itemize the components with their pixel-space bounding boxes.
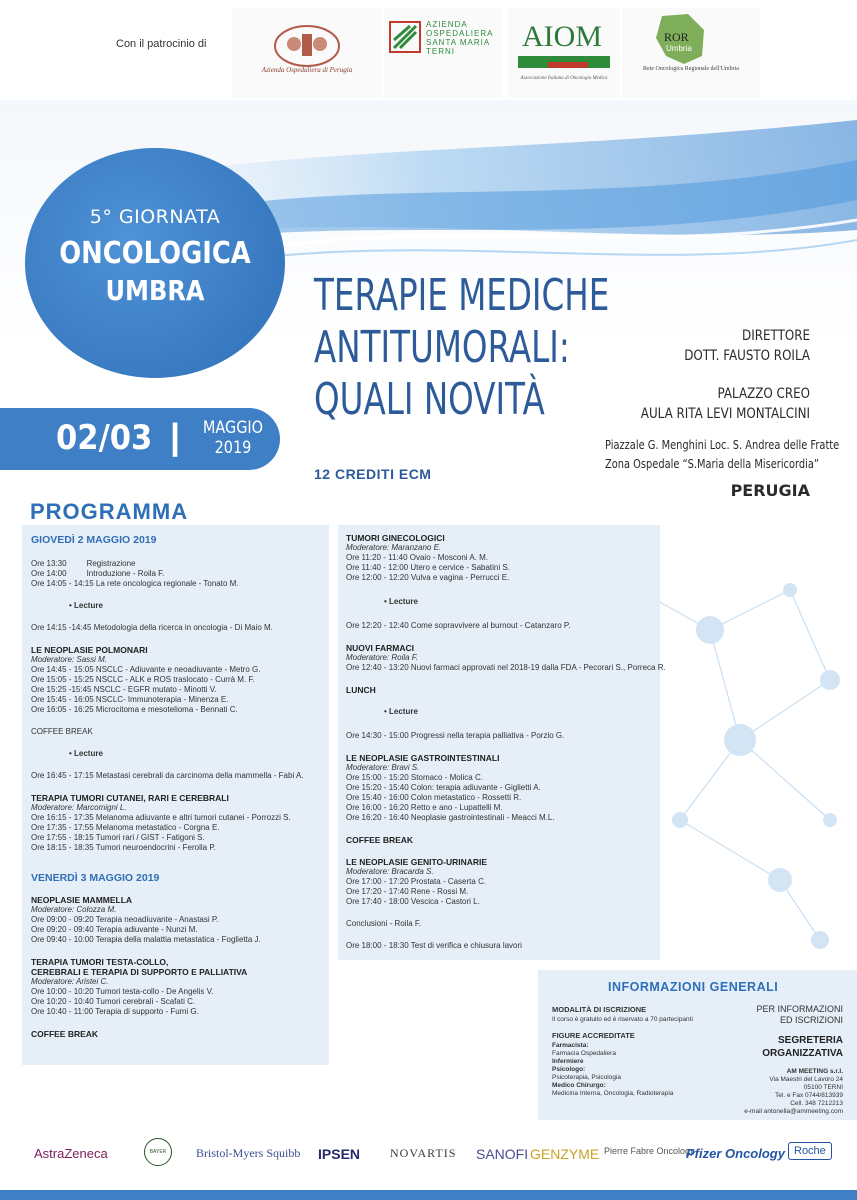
city: PERUGIA	[730, 481, 810, 500]
program-row: Ore 12:40 - 13:20 Nuovi farmaci approvati nel 2018-19 dalla FDA - Pecorari S., Porreca R.	[346, 663, 666, 672]
header	[0, 0, 857, 100]
sponsor-roche: Roche	[788, 1142, 832, 1160]
terni-line-1: AZIENDA	[426, 20, 468, 29]
program-row: Ore 16:05 - 16:25 Microcitoma e mesotelioma - Bennati C.	[31, 705, 238, 714]
lecture-label: • Lecture	[69, 601, 103, 610]
modalita-iscrizione-label: MODALITÀ DI ISCRIZIONE	[552, 1005, 647, 1014]
terni-line-4: TERNI	[426, 47, 455, 56]
program-row: Ore 10:40 - 11:00 Terapia di supporto - Fumi G.	[31, 1007, 199, 1016]
program-row: Ore 13:30 Registrazione	[31, 559, 136, 568]
venue-line-1: PALAZZO CREO	[717, 386, 810, 402]
info-right-column	[703, 1004, 843, 1116]
moderator: Moderatore: Roila F.	[346, 653, 418, 662]
coffee-break: COFFEE BREAK	[346, 835, 414, 845]
sponsor-astrazeneca: AstraZeneca	[34, 1146, 108, 1161]
program-row: Ore 10:00 - 10:20 Tumori testa-collo - De Angelis V.	[31, 987, 214, 996]
main-title-line-3: QUALI NOVITÀ	[314, 374, 545, 425]
psicologo-label: Psicologo:	[552, 1066, 586, 1073]
lecture-label: • Lecture	[69, 749, 103, 758]
program-row: Ore 16:15 - 17:35 Melanoma adiuvante e altri tumori cutanei - Porrozzi S.	[31, 813, 291, 822]
ror-region: Umbria	[666, 44, 692, 53]
aiom-name: AIOM	[522, 20, 602, 53]
medico-label: Medico Chirurgo:	[552, 1082, 606, 1089]
event-details	[560, 326, 840, 502]
logo-azienda-terni	[384, 8, 502, 98]
patrocinio-label: Con il patrocinio di	[116, 38, 207, 50]
sponsor-ipsen: IPSEN	[318, 1146, 361, 1162]
bottom-bar	[0, 1190, 857, 1200]
program-row: Ore 15:20 - 15:40 Colon: terapia adiuvante - Giglietti A.	[346, 783, 541, 792]
program-row: Ore 17:35 - 17:55 Melanoma metastatico - Corgna E.	[31, 823, 220, 832]
program-row: Ore 14:15 -14:45 Metodologia della ricerca in oncologia - Di Maio M.	[31, 623, 273, 632]
moderator: Moderatore: Colozza M.	[31, 905, 117, 914]
lunch-label: LUNCH	[346, 685, 376, 695]
lecture-label: • Lecture	[384, 597, 418, 606]
address-line-2: Zona Ospedale “S.Maria della Misericordia”	[605, 457, 819, 471]
venue-line-2: AULA RITA LEVI MONTALCINI	[640, 406, 810, 422]
am-cell: Cell. 348 7212213	[790, 1100, 843, 1107]
section-title: LE NEOPLASIE GASTROINTESTINALI	[346, 753, 500, 763]
logo-ror	[622, 8, 760, 98]
moderator: Moderatore: Marcomigni L.	[31, 803, 127, 812]
crediti-ecm: 12 CREDITI ECM	[314, 466, 432, 482]
section-title: LE NEOPLASIE POLMONARI	[31, 645, 148, 655]
infermiere-label: Infermiere	[552, 1058, 584, 1065]
coffee-break: COFFEE BREAK	[31, 1029, 99, 1039]
main-title-line-1: TERAPIE MEDICHE	[314, 270, 610, 321]
program-row: Ore 15:05 - 15:25 NSCLC - ALK e ROS traslocato - Currà M. F.	[31, 675, 255, 684]
section-title: LE NEOPLASIE GENITO-URINARIE	[346, 857, 488, 867]
program-row: Ore 15:40 - 16:00 Colon metastatico - Rossetti R.	[346, 793, 522, 802]
coffee-break: COFFEE BREAK	[31, 727, 93, 736]
program-column-right	[338, 525, 666, 960]
program-row: Ore 15:45 - 16:05 NSCLC- Immunoterapia - Minenza E.	[31, 695, 229, 704]
program-row: Ore 14:45 - 15:05 NSCLC - Adiuvante e neoadiuvante - Metro G.	[31, 665, 261, 674]
section-title: CEREBRALI E TERAPIA DI SUPPORTO E PALLIATIVA	[31, 967, 248, 977]
figure-accreditate-label: FIGURE ACCREDITATE	[552, 1031, 635, 1040]
program-row: Ore 16:00 - 16:20 Retto e ano - Lupattelli M.	[346, 803, 503, 812]
program-row: Ore 18:15 - 18:35 Tumori neuroendocrini - Ferolla P.	[31, 843, 216, 852]
program-column-left	[22, 525, 329, 1065]
direttore-name: DOTT. FAUSTO ROILA	[684, 348, 810, 364]
program-row: Ore 14:30 - 15:00 Progressi nella terapia palliativa - Porzio G.	[346, 731, 565, 740]
event-title-line-1: ONCOLOGICA	[59, 236, 251, 271]
medico-value: Medicina Interna, Oncologia, Radioterapia	[552, 1090, 674, 1097]
section-title: TERAPIA TUMORI TESTA-COLLO,	[31, 957, 169, 967]
umbria-map-icon	[622, 8, 760, 98]
program-row: Ore 17:20 - 17:40 Rene - Rossi M.	[346, 887, 469, 896]
logo-azienda-perugia	[232, 8, 382, 98]
event-edition: 5° GIORNATA	[89, 206, 221, 228]
perugia-crest-icon	[232, 8, 382, 98]
program-row: Ore 09:40 - 10:00 Terapia della malattia metastatica - Foglietta J.	[31, 935, 261, 944]
per-informazioni-1: PER INFORMAZIONI	[756, 1004, 843, 1014]
modalita-iscrizione-text: Il corso è gratuito ed è riservato a 70 partecipanti	[552, 1016, 693, 1023]
program-row: Ore 17:55 - 18:15 Tumori rari / GIST - Fatigoni S.	[31, 833, 205, 842]
program-row: Ore 11:40 - 12:00 Utero e cervice - Sabatini S.	[346, 563, 510, 572]
program-row: Ore 14:05 - 14:15 La rete oncologica regionale - Tonato M.	[31, 579, 239, 588]
sponsor-bms: Bristol-Myers Squibb	[196, 1146, 301, 1160]
address-line-1: Piazzale G. Menghini Loc. S. Andrea delle Fratte	[605, 438, 840, 452]
moderator: Moderatore: Sassi M.	[31, 655, 108, 664]
logo-aiom	[508, 8, 620, 98]
terni-line-2: OSPEDALIERA	[426, 29, 494, 38]
program-row: Ore 18:00 - 18:30 Test di verifica e chiusura lavori	[346, 941, 522, 950]
segreteria-2: ORGANIZZATIVA	[762, 1048, 843, 1059]
section-title: TERAPIA TUMORI CUTANEI, RARI E CEREBRALI	[31, 793, 229, 803]
program-row: Ore 12:20 - 12:40 Come sopravvivere al burnout - Catanzaro P.	[346, 621, 571, 630]
direttore-label: DIRETTORE	[742, 328, 810, 344]
sponsor-sanofi: SANOFI	[476, 1146, 529, 1162]
ror-caption: Rete Oncologica Regionale dell'Umbria	[643, 66, 739, 72]
day-2-heading: VENERDÌ 3 MAGGIO 2019	[31, 872, 160, 884]
moderator: Moderatore: Bravi S.	[346, 763, 420, 772]
am-tel: Tel. e Fax 0744/813939	[775, 1092, 843, 1099]
sponsor-bayer: BAYER	[144, 1138, 172, 1166]
program-row: Ore 17:40 - 18:00 Vescica - Castori L.	[346, 897, 480, 906]
terni-line-3: SANTA MARIA	[426, 38, 491, 47]
program-row: Ore 16:20 - 16:40 Neoplasie gastrointestinali - Meacci M.L.	[346, 813, 555, 822]
date-band	[0, 408, 280, 470]
section-title: TUMORI GINECOLOGICI	[346, 533, 445, 543]
section-title: NUOVI FARMACI	[346, 643, 414, 653]
event-year: 2019	[214, 438, 252, 458]
info-title: INFORMAZIONI GENERALI	[608, 980, 779, 994]
am-address-1: Via Maestri del Lavoro 24	[769, 1076, 843, 1083]
am-address-2: 05100 TERNI	[803, 1084, 843, 1091]
info-left-column	[552, 1006, 712, 1098]
moderator: Moderatore: Aristei C.	[31, 977, 109, 986]
moderator: Moderatore: Maranzano E.	[346, 543, 442, 552]
sponsor-pierre-fabre: Pierre Fabre Oncology	[604, 1146, 695, 1156]
section-title: NEOPLASIE MAMMELLA	[31, 895, 133, 905]
per-informazioni-2: ED ISCRIZIONI	[779, 1015, 843, 1025]
event-circle	[25, 148, 285, 378]
program-row: Ore 16:45 - 17:15 Metastasi cerebrali da carcinoma della mammella - Fabi A.	[31, 771, 304, 780]
sponsor-pfizer: Pfizer Oncology	[686, 1146, 785, 1161]
program-row: Ore 14:00 Introduzione - Roila F.	[31, 569, 165, 578]
am-meeting-name: AM MEETING s.r.l.	[786, 1068, 843, 1075]
aiom-caption: Associazione Italiana di Oncologia Medica	[520, 76, 608, 81]
farmacista-label: Farmacista:	[552, 1042, 589, 1049]
sponsor-novartis: NOVARTIS	[390, 1146, 457, 1160]
event-month-year	[202, 418, 265, 458]
event-month: MAGGIO	[202, 418, 264, 438]
main-title-line-2: ANTITUMORALI:	[314, 322, 570, 373]
psicologo-value: Psicoterapia, Psicologia	[552, 1074, 622, 1081]
farmacista-value: Farmacia Ospedaliera	[552, 1050, 616, 1057]
lecture-label: • Lecture	[384, 707, 418, 716]
program-row: Ore 17:00 - 17:20 Prostata - Caserta C.	[346, 877, 487, 886]
date-separator: |	[170, 416, 181, 457]
conclusioni: Conclusioni - Roila F.	[346, 919, 422, 928]
program-row: Ore 09:20 - 09:40 Terapia adiuvante - Nunzi M.	[31, 925, 198, 934]
sponsor-bar	[0, 1122, 857, 1200]
moderator: Moderatore: Bracarda S.	[346, 867, 434, 876]
event-title-line-2: UMBRA	[105, 274, 205, 307]
segreteria-1: SEGRETERIA	[777, 1035, 843, 1046]
perugia-caption: Azienda Ospedaliera di Perugia	[261, 66, 353, 74]
program-row: Ore 09:00 - 09:20 Terapia neoadiuvante - Anastasi P.	[31, 915, 219, 924]
program-row: Ore 12:00 - 12:20 Vulva e vagina - Perrucci E.	[346, 573, 510, 582]
informazioni-generali	[538, 970, 857, 1120]
sponsor-genzyme: GENZYME	[530, 1146, 600, 1162]
event-day: 02/03	[56, 418, 153, 458]
program-row: Ore 15:00 - 15:20 Stomaco - Molica C.	[346, 773, 483, 782]
program-row: Ore 11:20 - 11:40 Ovaio - Mosconi A. M.	[346, 553, 488, 562]
am-email[interactable]: e-mail antonella@ammeeting.com	[744, 1108, 843, 1115]
day-1-heading: GIOVEDÌ 2 MAGGIO 2019	[31, 534, 157, 546]
ror-name: ROR	[664, 30, 689, 44]
program-row: Ore 10:20 - 10:40 Tumori cerebrali - Scafati C.	[31, 997, 196, 1006]
programma-heading: PROGRAMMA	[30, 499, 189, 524]
program-row: Ore 15:25 -15:45 NSCLC - EGFR mutato - Minotti V.	[31, 685, 217, 694]
